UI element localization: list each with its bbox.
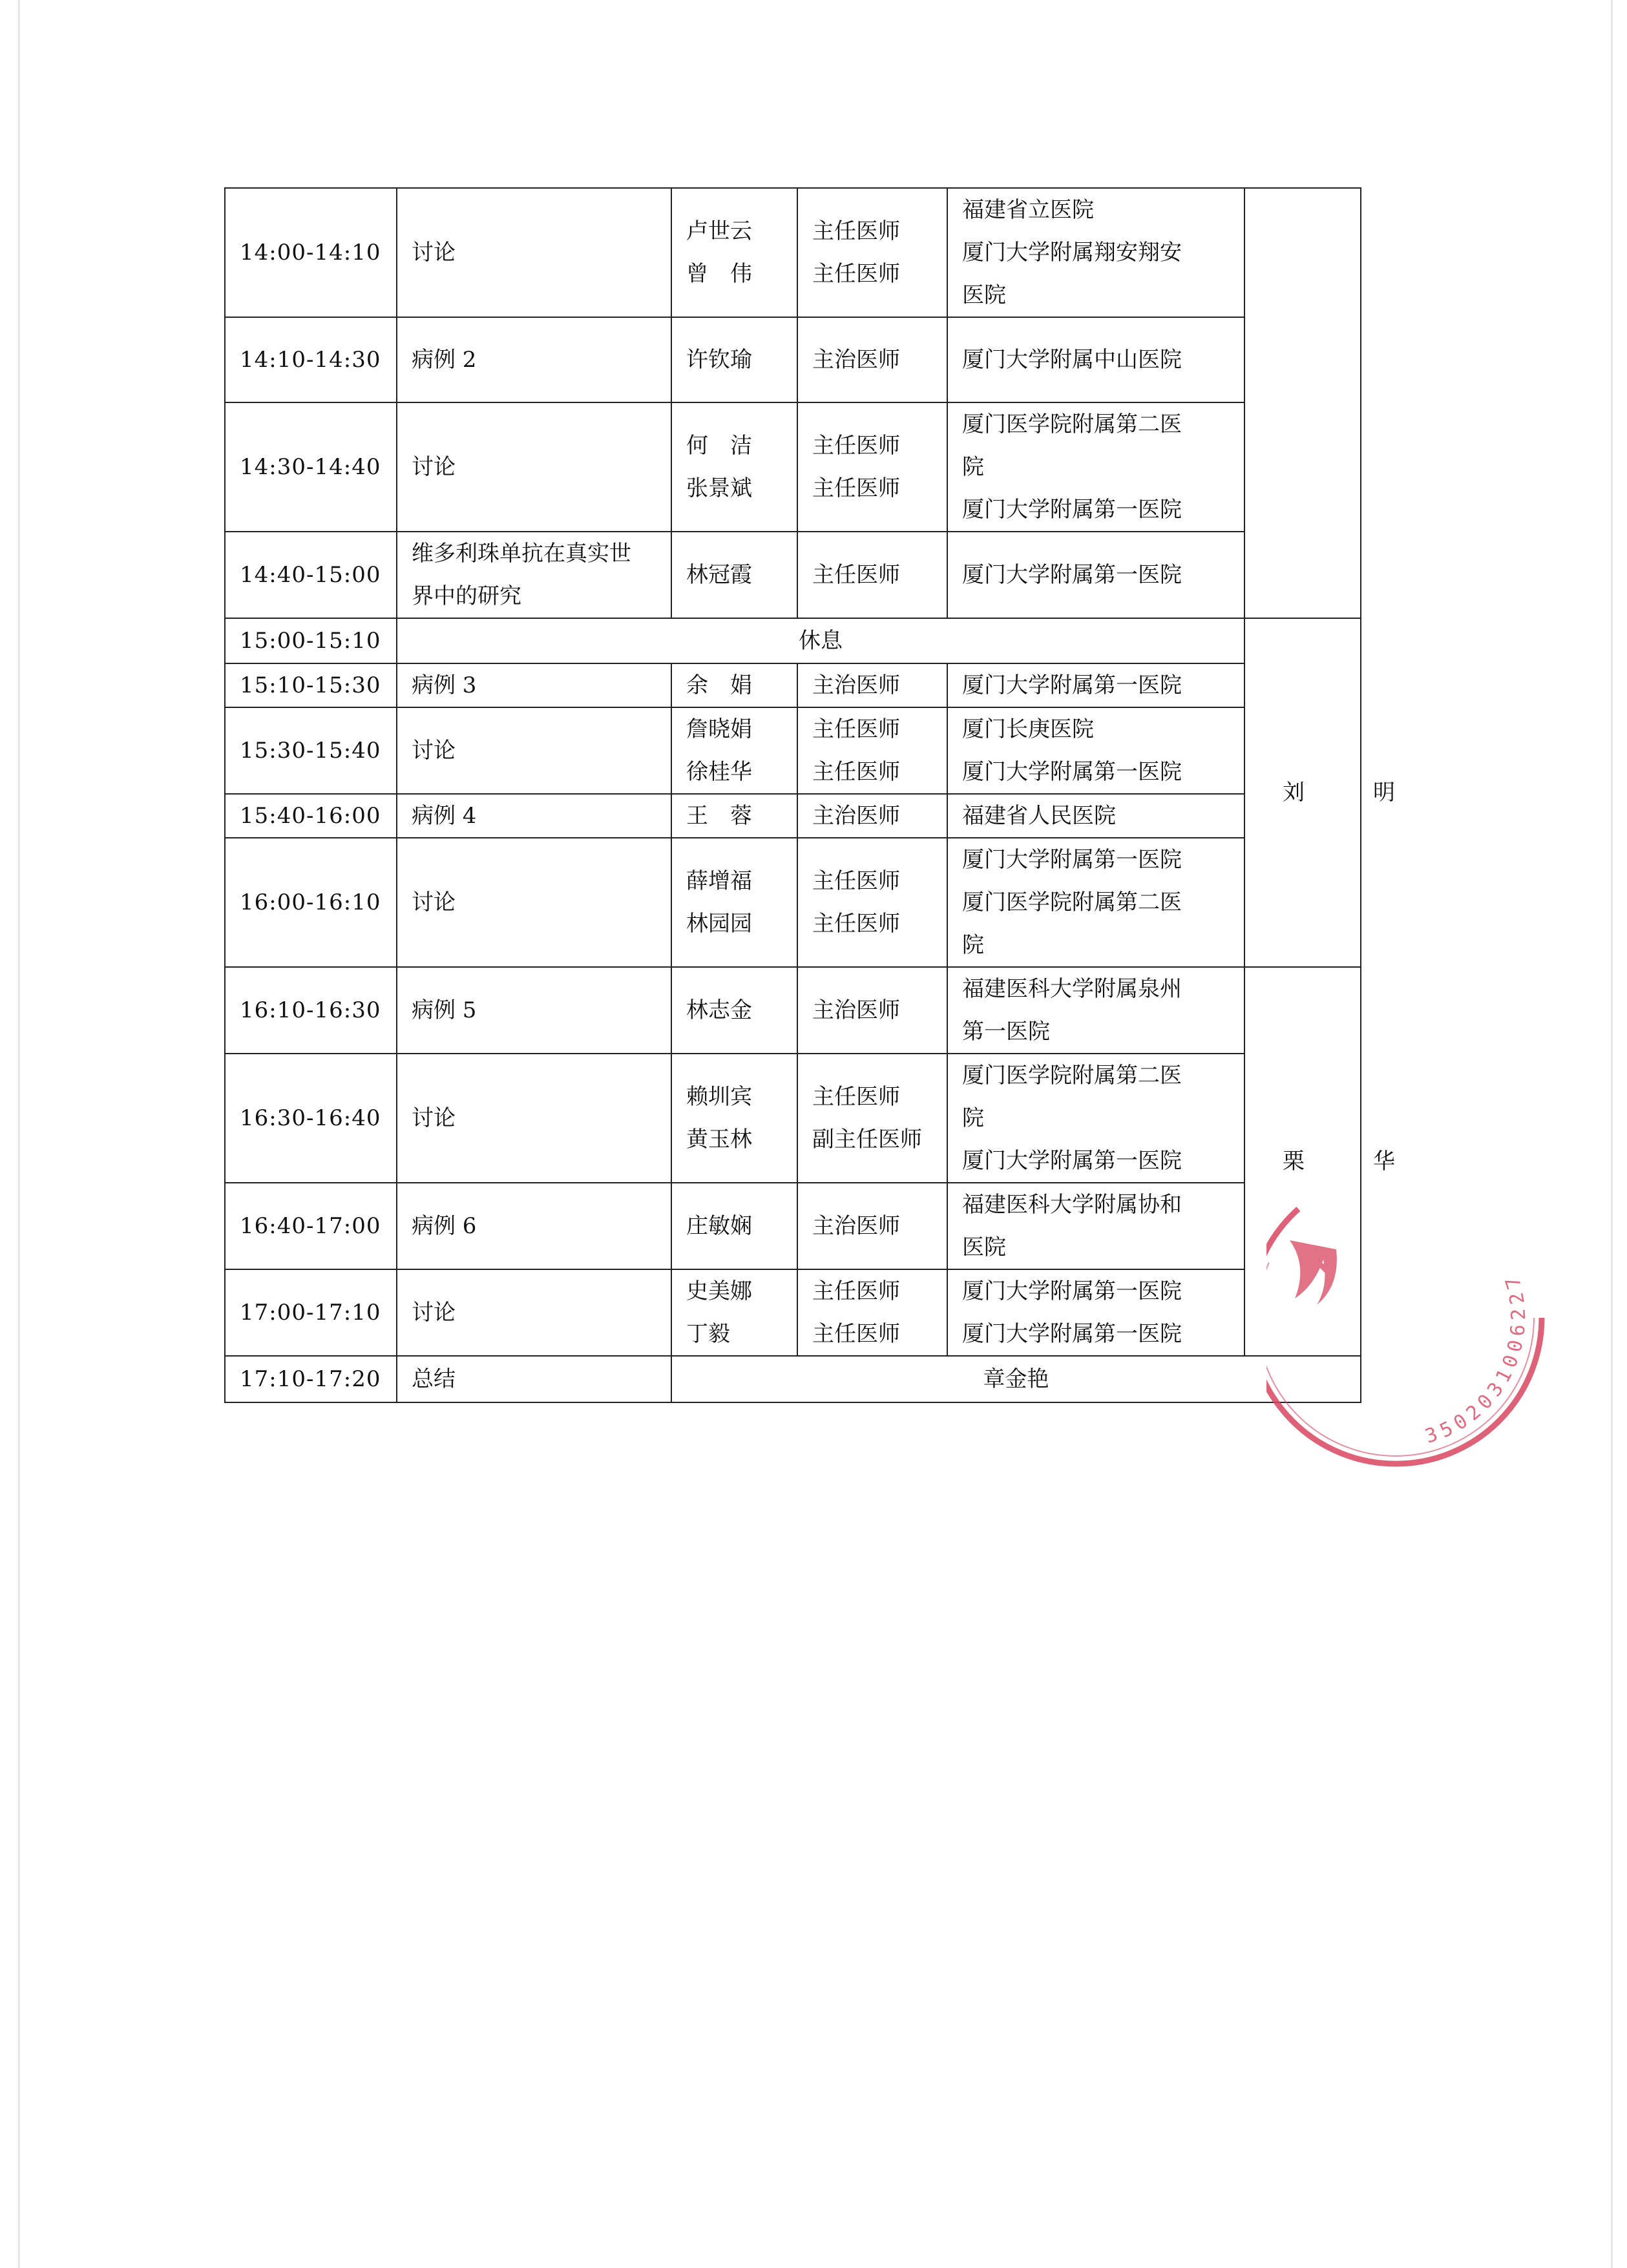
- table-row: [225, 1269, 1361, 1356]
- hospital-cell: 厦门大学附属第一医院: [947, 663, 1244, 707]
- table-row: [225, 317, 1361, 402]
- time-cell: 16:10-16:30: [225, 967, 397, 1054]
- speaker-cell: 庄敏娴: [671, 1183, 797, 1269]
- title-cell: 主任医师 主任医师: [797, 838, 947, 967]
- time-cell: 15:10-15:30: [225, 663, 397, 707]
- topic-cell: 病例 6: [397, 1183, 671, 1269]
- speaker-cell: 薛增福 林园园: [671, 838, 797, 967]
- table-row: [225, 794, 1361, 838]
- time-cell: 14:40-15:00: [225, 532, 397, 618]
- speaker-cell: 赖圳宾 黄玉林: [671, 1054, 797, 1183]
- title-cell: 主治医师: [797, 794, 947, 838]
- topic-cell: 病例 2: [397, 317, 671, 402]
- chair-cell-group3: 栗 华: [1244, 967, 1361, 1356]
- title-cell: 主任医师 主任医师: [797, 1269, 947, 1356]
- topic-cell: 讨论: [397, 188, 671, 317]
- hospital-cell: 厦门大学附属第一医院: [947, 532, 1244, 618]
- topic-cell: 病例 5: [397, 967, 671, 1054]
- table-row: [225, 663, 1361, 707]
- table-row: [225, 707, 1361, 794]
- topic-cell: 病例 4: [397, 794, 671, 838]
- topic-cell: 讨论: [397, 838, 671, 967]
- break-cell: 休息: [397, 618, 1244, 663]
- hospital-cell: 福建省立医院 厦门大学附属翔安翔安 医院: [947, 188, 1244, 317]
- table-row: [225, 1183, 1361, 1269]
- table-row: [225, 188, 1361, 317]
- seal-ring: [1266, 1172, 1542, 1464]
- time-cell: 16:30-16:40: [225, 1054, 397, 1183]
- title-cell: 主任医师: [797, 532, 947, 618]
- time-cell: 16:00-16:10: [225, 838, 397, 967]
- seal-number-text: 3502031006227: [1422, 1269, 1531, 1448]
- seal-emblem: [1290, 1240, 1337, 1305]
- topic-cell: 讨论: [397, 1054, 671, 1183]
- time-cell: 14:30-14:40: [225, 402, 397, 532]
- hospital-cell: 厦门大学附属第一医院 厦门大学附属第一医院: [947, 1269, 1244, 1356]
- table-row: [225, 967, 1361, 1054]
- hospital-cell: 厦门大学附属第一医院 厦门医学院附属第二医 院: [947, 838, 1244, 967]
- speaker-cell: 史美娜 丁毅: [671, 1269, 797, 1356]
- topic-cell: 维多利珠单抗在真实世 界中的研究: [397, 532, 671, 618]
- title-cell: 主任医师 主任医师: [797, 402, 947, 532]
- time-cell: 17:10-17:20: [225, 1356, 397, 1402]
- topic-cell: 总结: [397, 1356, 671, 1402]
- chair-cell-group1: [1244, 188, 1361, 618]
- hospital-cell: 福建省人民医院: [947, 794, 1244, 838]
- table-row: [225, 838, 1361, 967]
- time-cell: 15:30-15:40: [225, 707, 397, 794]
- time-cell: 16:40-17:00: [225, 1183, 397, 1269]
- title-cell: 主任医师 主任医师: [797, 188, 947, 317]
- topic-cell: 讨论: [397, 402, 671, 532]
- speaker-cell: 王 蓉: [671, 794, 797, 838]
- title-cell: 主治医师: [797, 663, 947, 707]
- topic-cell: 讨论: [397, 707, 671, 794]
- title-cell: 主治医师: [797, 967, 947, 1054]
- hospital-cell: 福建医科大学附属泉州 第一医院: [947, 967, 1244, 1054]
- time-cell: 17:00-17:10: [225, 1269, 397, 1356]
- table-row: [225, 1054, 1361, 1183]
- speaker-cell: 卢世云 曾 伟: [671, 188, 797, 317]
- speaker-cell: 林志金: [671, 967, 797, 1054]
- scan-edge-left: [18, 0, 20, 2268]
- speaker-cell: 林冠霞: [671, 532, 797, 618]
- seal-inner-ring: [1266, 1180, 1534, 1456]
- title-cell: 主任医师 副主任医师: [797, 1054, 947, 1183]
- schedule-table: [224, 187, 1418, 1403]
- hospital-cell: 厦门大学附属中山医院: [947, 317, 1244, 402]
- hospital-cell: 厦门医学院附属第二医 院 厦门大学附属第一医院: [947, 1054, 1244, 1183]
- speaker-cell: 詹晓娟 徐桂华: [671, 707, 797, 794]
- speaker-cell: 许钦瑜: [671, 317, 797, 402]
- hospital-cell: 厦门医学院附属第二医 院 厦门大学附属第一医院: [947, 402, 1244, 532]
- chair-cell-group2: 刘 明: [1244, 618, 1361, 967]
- time-cell: 14:10-14:30: [225, 317, 397, 402]
- speaker-cell: 余 娟: [671, 663, 797, 707]
- time-cell: 15:40-16:00: [225, 794, 397, 838]
- time-cell: 14:00-14:10: [225, 188, 397, 317]
- official-seal-stamp: [1266, 1163, 1602, 1499]
- topic-cell: 讨论: [397, 1269, 671, 1356]
- hospital-cell: 福建医科大学附属协和 医院: [947, 1183, 1244, 1269]
- scan-edge-right: [1611, 0, 1613, 2268]
- title-cell: 主治医师: [797, 317, 947, 402]
- speaker-cell: 何 洁 张景斌: [671, 402, 797, 532]
- table-row: [225, 618, 1361, 663]
- hospital-cell: 厦门长庚医院 厦门大学附属第一医院: [947, 707, 1244, 794]
- table-row: [225, 402, 1361, 532]
- title-cell: 主治医师: [797, 1183, 947, 1269]
- table-row: [225, 532, 1361, 618]
- title-cell: 主任医师 主任医师: [797, 707, 947, 794]
- summary-presenter-cell: 章金艳: [671, 1356, 1361, 1402]
- table-row: [225, 1356, 1361, 1402]
- topic-cell: 病例 3: [397, 663, 671, 707]
- time-cell: 15:00-15:10: [225, 618, 397, 663]
